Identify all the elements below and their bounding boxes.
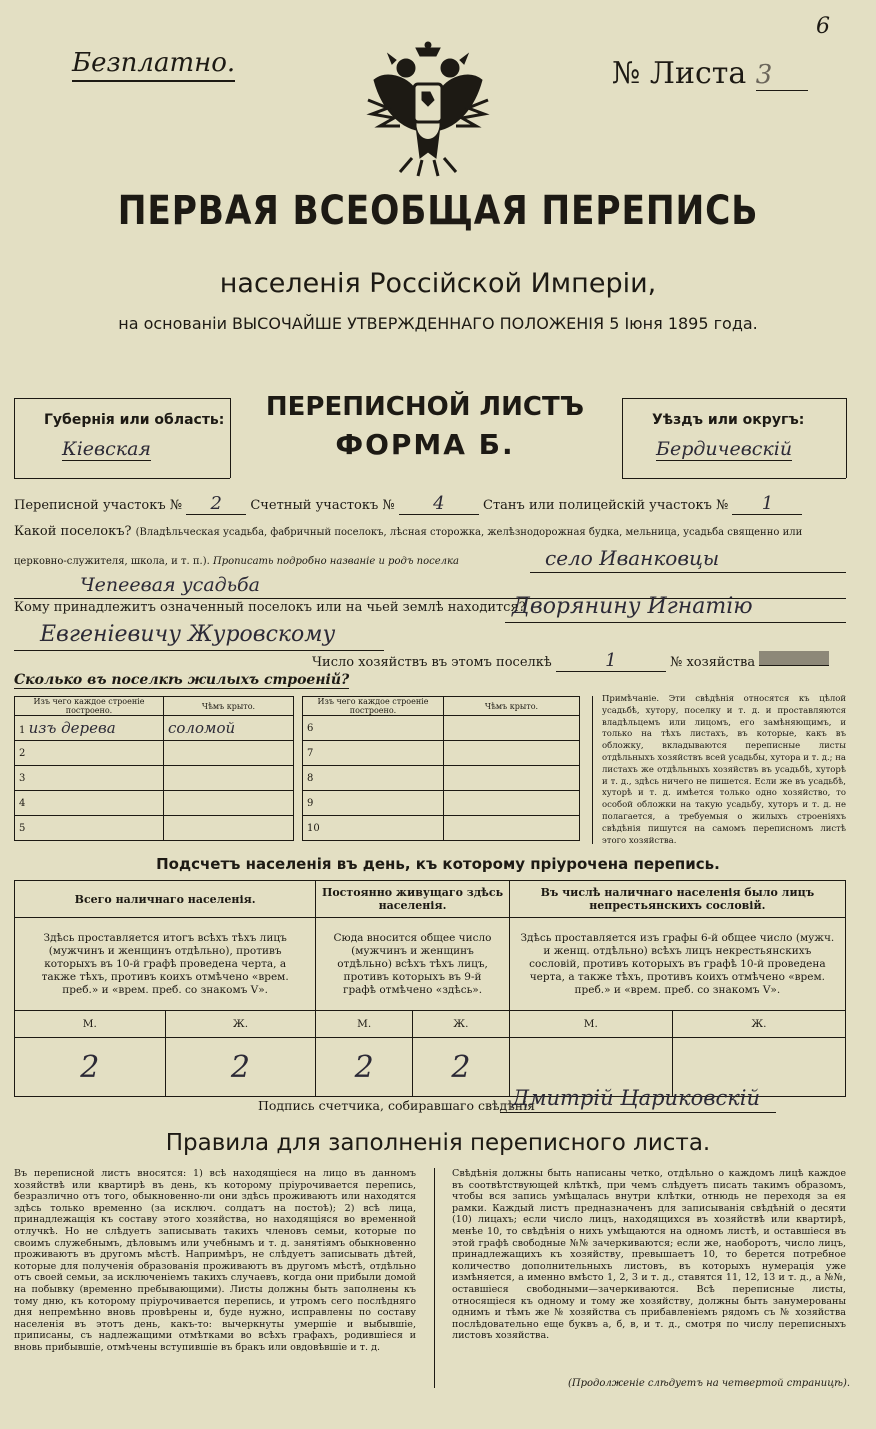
material-value: изъ дерева — [28, 719, 116, 737]
table-row — [303, 716, 580, 741]
male-label: М. — [15, 1011, 166, 1038]
female-label: Ж. — [165, 1011, 316, 1038]
buildings-table-right — [302, 696, 580, 841]
rules-right: Свѣдѣнія должны быть написаны четко, отдѣльно о каждомъ лицѣ каждое въ соотвѣтствующей клѣткѣ, при чемъ слѣдуетъ писать такимъ образомъ, чтобы вся запись умѣщалась внутри клѣтки, отнюдь не переходя за ея рамки. Каждый листъ предназначенъ для записыванія свѣдѣній о десяти (10) лицахъ; если число лицъ, находящихся въ хозяйствѣ или квартирѣ, менѣе 10, то свѣдѣнія о нихъ умѣщаются на одномъ листѣ, и оставшіеся въ этой графѣ свободные №№ зачеркиваются; если же, наоборотъ, число лицъ, принадлежащихъ къ хозяйству, превышаетъ 10, то берется потребное количество дополнительныхъ листовъ, въ которыхъ нумерація уже измѣняется, а именно вмѣсто 1, 2, 3 и т. д., ставятся 11, 12, 13 и т. д., а №№, оставшіеся свободными—зачеркиваются. Всѣ переписные листы, относящіеся къ одному и тому же хозяйству, должны быть занумерованы однимъ и тѣмъ же № хозяйства съ прибавленіемъ рядомъ съ № хозяйства послѣдовательно еще буквъ а, б, в, и т. д., смотря по числу переписныхъ листовъ хозяйства. — [452, 1168, 846, 1342]
buildings-heading: Сколько въ поселкѣ жилыхъ строеній? — [14, 672, 350, 688]
female-label: Ж. — [672, 1011, 845, 1038]
row-number: 6 — [303, 716, 444, 741]
divider — [592, 696, 593, 844]
gubernia-label: Губернія или область: — [44, 412, 225, 428]
settlement-question — [14, 524, 802, 539]
table-row — [303, 766, 580, 791]
permanent-male-value: 2 — [316, 1038, 413, 1097]
roof-value: соломой — [164, 716, 294, 741]
uezd-value: Бердичевскій — [656, 438, 793, 460]
divider — [14, 478, 230, 479]
rules-left: Въ переписной листъ вносятся: 1) всѣ находящіеся на лицо въ данномъ хозяйствѣ или квартирѣ въ день, къ которому пріурочивается перепись, безразлично отъ того, обыкновенно-ли они здѣсь проживаютъ или находятся здѣсь только временно (за исключ. солдатъ на постоѣ); 2) всѣ лица, принадлежащія къ составу этого хозяйства, но находящіяся во временной отлучкѣ. Но не слѣдуетъ записывать такихъ членовъ семьи, которые по своимъ служебнымъ, дѣловымъ или учебнымъ и т. д. занятіямъ обыкновенно проживаютъ въ другомъ мѣстѣ. Напримѣръ, не слѣдуетъ записывать дѣтей, которые для полученія образованія проживаютъ въ другомъ мѣстѣ, отдѣльно отъ своей семьи, за исключеніемъ такихъ случаевъ, когда они прибыли домой на побывку (временно пребывающими). Листы должны быть заполнены къ тому дню, къ которому пріурочивается перепись, и утромъ сего послѣдняго дня непремѣнно вновь провѣрены и, буде нужно, исправлены по составу населенія въ этотъ день, какъ-то: вычеркнуты умершіе и выбывшіе, приписаны, съ надлежащими отмѣтками во всѣхъ графахъ, родившіеся и вновь прибывшіе, отмѣчены вступившіе въ бракъ или овдовѣвшіе и т. д. — [14, 1168, 416, 1353]
col-material: Изъ чего каждое строеніе построено. — [303, 697, 444, 716]
form-type: ФОРМА Б. — [335, 428, 515, 461]
sheet-number — [612, 56, 808, 91]
rules-title: Правила для заполненія переписного листа. — [165, 1130, 711, 1156]
gubernia-value: Кіевская — [62, 438, 151, 460]
total-female-value: 2 — [165, 1038, 316, 1097]
household-no-label: № хозяйства — [670, 655, 756, 670]
divider — [14, 398, 230, 399]
household-no-value — [759, 651, 829, 666]
perepisnoy-value: 2 — [186, 493, 246, 515]
double-headed-eagle-emblem — [366, 40, 490, 178]
table-row — [15, 716, 294, 741]
table-row — [303, 791, 580, 816]
households-line — [312, 650, 829, 672]
col-nonpeasant-head: Въ числѣ наличнаго населенія было лицъ непрестьянскихъ сословій. — [509, 881, 845, 918]
settlement-hint-1: (Владѣльческая усадьба, фабричный поселокъ, лѣсная сторожка, желѣзнодорожная будка, мельница, усадьба священно или — [135, 527, 803, 538]
row-number: 7 — [303, 741, 444, 766]
row-number: 10 — [303, 816, 444, 841]
household-count-value: 1 — [556, 650, 666, 672]
row-number: 5 — [15, 816, 164, 841]
district-line — [14, 493, 802, 515]
col-permanent-head: Постоянно живущаго здѣсь населенія. — [316, 881, 509, 918]
legal-basis: на основаніи ВЫСОЧАЙШЕ УТВЕРЖДЕННАГО ПОЛОЖЕНІЯ 5 Іюня 1895 года. — [118, 314, 758, 333]
settlement-value-2: Чепеевая усадьба — [80, 574, 260, 596]
settlement-value-1: село Иванковцы — [545, 546, 720, 570]
free-label: Безплатно. — [72, 48, 235, 82]
row-number: 1 — [19, 725, 26, 736]
divider — [622, 398, 623, 478]
population-count-table — [14, 880, 846, 1097]
census-title: ПЕРВАЯ ВСЕОБЩАЯ ПЕРЕПИСЬ — [117, 188, 759, 234]
table-row — [15, 816, 294, 841]
row-number: 4 — [15, 791, 164, 816]
rules-continued: (Продолженіе слѣдуетъ на четвертой страницѣ). — [568, 1378, 851, 1389]
stan-value: 1 — [732, 493, 802, 515]
signature-label: Подпись счетчика, собиравшаго свѣдѣнія — [258, 1098, 535, 1113]
divider — [434, 1168, 435, 1388]
col-total-desc: Здѣсь проставляется итогъ всѣхъ тѣхъ лицъ (мужчинъ и женщинъ отдѣльно), противъ которыхъ въ 10-й графѣ проведена черта, а также тѣхъ, противъ коихъ отмѣчено «врем. преб.» и «врем. преб. со знакомъ V». — [15, 918, 316, 1011]
owner-value-1: Дворянину Игнатію — [512, 594, 753, 619]
row-number: 2 — [15, 741, 164, 766]
table-row — [15, 766, 294, 791]
col-permanent-desc: Сюда вносится общее число (мужчинъ и женщинъ отдѣльно) всѣхъ тѣхъ лицъ, противъ которыхъ въ 9-й графѣ отмѣчено «здѣсь». — [316, 918, 509, 1011]
col-nonpeasant-desc: Здѣсь проставляется изъ графы 6-й общее число (мужч. и женщ. отдѣльно) всѣхъ лицъ некрестьянскихъ сословій, противъ которыхъ въ графѣ 10-й проведена черта, а также тѣхъ, противъ коихъ отмѣчено «врем. преб.» и «врем. преб. со знакомъ V». — [509, 918, 845, 1011]
col-roof: Чѣмъ крыто. — [444, 697, 580, 716]
divider — [622, 478, 846, 479]
settlement-question-text: Какой поселокъ? — [14, 524, 132, 539]
buildings-note: Примѣчаніе. Эти свѣдѣнія относятся къ цѣлой усадьбѣ, хутору, поселку и т. д. и проставляются владѣльцемъ или лицомъ, его замѣняющимъ, и только на тѣхъ листахъ, въ которые, какъ въ обложку, вкладываются переписные листы отдѣльныхъ хозяйствъ всей усадьбы, хутора и т. д.; на листахъ же отдѣльныхъ хозяйствъ въ усадьбѣ, хуторѣ и т. д., здѣсь ничего не пишется. Если же въ усадьбѣ, хуторѣ и т. д. имѣется только одно хозяйство, то особой обложки на такую усадьбу, хуторъ и т. д. не полагается, а требуемыя о жилыхъ строеніяхъ свѣдѣнія пишутся на самомъ переписномъ листѣ этого хозяйства. — [602, 694, 846, 846]
sheet-number-label: № Листа — [612, 56, 747, 91]
row-number: 8 — [303, 766, 444, 791]
col-total-head: Всего наличнаго населенія. — [15, 881, 316, 918]
col-roof: Чѣмъ крыто. — [164, 697, 294, 716]
count-title: Подсчетъ населенія въ день, къ которому пріурочена перепись. — [156, 855, 720, 873]
uezd-label: Уѣздъ или округъ: — [652, 412, 805, 428]
divider — [14, 398, 15, 478]
form-name: ПЕРЕПИСНОЙ ЛИСТЪ — [265, 392, 585, 422]
household-count-label: Число хозяйствъ въ этомъ поселкѣ — [312, 655, 552, 670]
divider — [622, 398, 846, 399]
stan-label: Станъ или полицейскій участокъ № — [483, 498, 729, 513]
divider — [846, 398, 847, 478]
settlement-hint-italic: Прописать подробно названіе и родъ поселка — [212, 556, 459, 567]
sheet-number-value: 3 — [756, 60, 808, 91]
census-subtitle: населенія Россійской Имперіи, — [219, 268, 657, 299]
total-male-value: 2 — [15, 1038, 166, 1097]
schetny-value: 4 — [399, 493, 479, 515]
answer-line — [500, 1112, 776, 1113]
col-material: Изъ чего каждое строеніе построено. — [15, 697, 164, 716]
permanent-female-value: 2 — [413, 1038, 510, 1097]
female-label: Ж. — [413, 1011, 510, 1038]
row-number: 3 — [15, 766, 164, 791]
settlement-hint-line — [14, 556, 459, 567]
table-row — [303, 741, 580, 766]
schetny-label: Счетный участокъ № — [250, 498, 395, 513]
row-number: 9 — [303, 791, 444, 816]
answer-line — [530, 572, 846, 573]
owner-question: Кому принадлежитъ означенный поселокъ или на чьей землѣ находится? — [14, 600, 526, 615]
male-label: М. — [316, 1011, 413, 1038]
table-row — [303, 816, 580, 841]
signature-value: Дмитрій Цариковскій — [512, 1086, 761, 1110]
table-row — [15, 791, 294, 816]
perepisnoy-label: Переписной участокъ № — [14, 498, 183, 513]
settlement-hint-2: церковно-служителя, школа, и т. п.). — [14, 556, 210, 567]
buildings-table-left — [14, 696, 294, 841]
male-label: М. — [509, 1011, 672, 1038]
page-number: 6 — [816, 14, 830, 39]
answer-line — [505, 622, 846, 623]
table-row — [15, 741, 294, 766]
owner-value-2: Евгеніевичу Журовскому — [40, 622, 336, 647]
